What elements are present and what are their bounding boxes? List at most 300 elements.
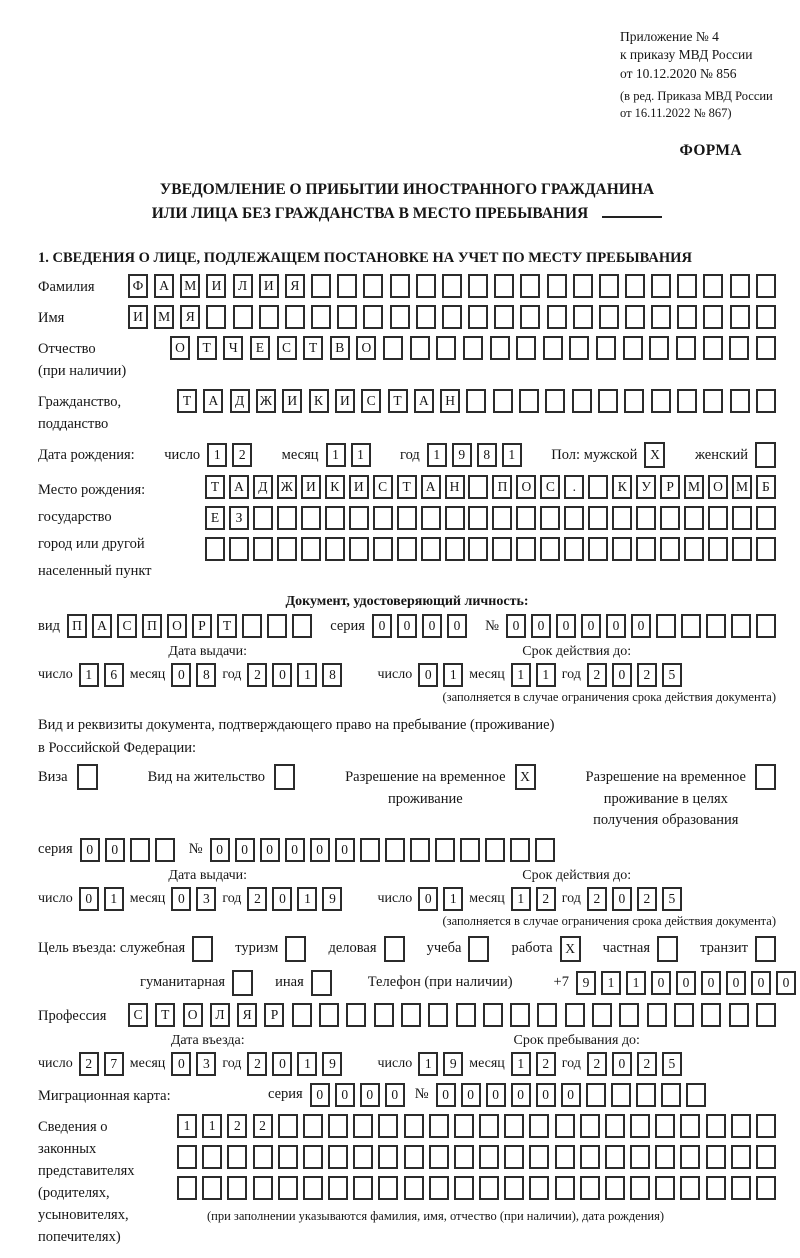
char-box[interactable] (625, 305, 645, 329)
char-box[interactable]: А (421, 475, 441, 499)
char-box[interactable]: 2 (247, 887, 267, 911)
char-box[interactable] (598, 389, 618, 413)
char-box[interactable]: Т (397, 475, 417, 499)
char-box[interactable]: Я (237, 1003, 257, 1027)
char-box[interactable] (390, 305, 410, 329)
char-box[interactable] (397, 506, 417, 530)
char-box[interactable]: 3 (196, 1052, 216, 1076)
char-box[interactable]: 2 (79, 1052, 99, 1076)
char-box[interactable] (676, 336, 696, 360)
char-box[interactable]: Т (205, 475, 225, 499)
char-box[interactable]: О (183, 1003, 203, 1027)
char-box[interactable]: 0 (272, 663, 292, 687)
char-box[interactable] (545, 389, 565, 413)
char-box[interactable] (756, 1176, 776, 1200)
char-box[interactable] (565, 1003, 585, 1027)
char-box[interactable]: В (330, 336, 350, 360)
char-box[interactable]: 1 (626, 971, 646, 995)
char-box[interactable]: Д (253, 475, 273, 499)
char-box[interactable] (353, 1145, 373, 1169)
char-box[interactable]: М (684, 475, 704, 499)
char-box[interactable] (630, 1176, 650, 1200)
char-box[interactable]: З (229, 506, 249, 530)
char-box[interactable] (510, 1003, 530, 1027)
gender-male-checkbox[interactable]: X (644, 442, 665, 468)
char-box[interactable]: А (154, 274, 174, 298)
char-box[interactable] (454, 1114, 474, 1138)
char-box[interactable]: 1 (104, 887, 124, 911)
purpose-tourism-checkbox[interactable] (285, 936, 306, 962)
char-box[interactable]: А (203, 389, 223, 413)
char-box[interactable]: О (708, 475, 728, 499)
char-box[interactable] (529, 1145, 549, 1169)
char-box[interactable] (479, 1145, 499, 1169)
char-box[interactable]: Ж (277, 475, 297, 499)
char-box[interactable] (520, 274, 540, 298)
char-box[interactable] (636, 506, 656, 530)
char-box[interactable] (655, 1145, 675, 1169)
char-box[interactable] (547, 274, 567, 298)
char-box[interactable] (655, 1114, 675, 1138)
char-box[interactable]: 8 (196, 663, 216, 687)
char-box[interactable]: 0 (612, 663, 632, 687)
char-box[interactable]: М (732, 475, 752, 499)
char-box[interactable] (543, 336, 563, 360)
char-box[interactable] (612, 537, 632, 561)
char-box[interactable] (580, 1176, 600, 1200)
char-box[interactable] (730, 274, 750, 298)
char-box[interactable]: 5 (662, 887, 682, 911)
char-box[interactable] (325, 506, 345, 530)
char-box[interactable]: 0 (776, 971, 796, 995)
char-box[interactable]: 3 (196, 887, 216, 911)
char-box[interactable] (404, 1114, 424, 1138)
char-box[interactable]: Ж (256, 389, 276, 413)
char-box[interactable] (660, 537, 680, 561)
char-box[interactable] (651, 305, 671, 329)
char-box[interactable] (479, 1114, 499, 1138)
char-box[interactable] (537, 1003, 557, 1027)
char-box[interactable] (555, 1114, 575, 1138)
char-box[interactable]: 0 (385, 1083, 405, 1107)
char-box[interactable] (404, 1176, 424, 1200)
char-box[interactable]: 1 (427, 443, 447, 467)
char-box[interactable] (731, 614, 751, 638)
char-box[interactable] (516, 537, 536, 561)
purpose-business-checkbox[interactable] (384, 936, 405, 962)
char-box[interactable] (454, 1176, 474, 1200)
char-box[interactable]: Л (210, 1003, 230, 1027)
char-box[interactable] (756, 537, 776, 561)
char-box[interactable] (504, 1176, 524, 1200)
char-box[interactable] (492, 506, 512, 530)
char-box[interactable] (588, 537, 608, 561)
purpose-private-checkbox[interactable] (657, 936, 678, 962)
char-box[interactable]: 0 (235, 838, 255, 862)
char-box[interactable] (516, 336, 536, 360)
char-box[interactable]: 0 (335, 1083, 355, 1107)
char-box[interactable] (202, 1145, 222, 1169)
char-box[interactable]: 7 (104, 1052, 124, 1076)
char-box[interactable] (756, 274, 776, 298)
char-box[interactable] (599, 274, 619, 298)
char-box[interactable] (636, 537, 656, 561)
char-box[interactable] (311, 274, 331, 298)
char-box[interactable]: Я (180, 305, 200, 329)
char-box[interactable]: С (540, 475, 560, 499)
char-box[interactable]: 9 (443, 1052, 463, 1076)
char-box[interactable] (660, 506, 680, 530)
char-box[interactable] (684, 506, 704, 530)
char-box[interactable]: И (128, 305, 148, 329)
char-box[interactable] (540, 506, 560, 530)
char-box[interactable] (703, 305, 723, 329)
char-box[interactable] (421, 506, 441, 530)
char-box[interactable] (303, 1145, 323, 1169)
purpose-work-checkbox[interactable]: X (560, 936, 581, 962)
char-box[interactable]: 0 (751, 971, 771, 995)
char-box[interactable]: 2 (637, 663, 657, 687)
char-box[interactable] (494, 305, 514, 329)
char-box[interactable]: И (259, 274, 279, 298)
char-box[interactable] (677, 305, 697, 329)
char-box[interactable]: 0 (260, 838, 280, 862)
char-box[interactable] (383, 336, 403, 360)
char-box[interactable]: 8 (477, 443, 497, 467)
char-box[interactable] (656, 614, 676, 638)
char-box[interactable] (416, 274, 436, 298)
char-box[interactable] (701, 1003, 721, 1027)
char-box[interactable]: Я (285, 274, 305, 298)
char-box[interactable]: 1 (79, 663, 99, 687)
char-box[interactable] (493, 389, 513, 413)
char-box[interactable] (416, 305, 436, 329)
char-box[interactable]: Т (303, 336, 323, 360)
char-box[interactable] (706, 614, 726, 638)
char-box[interactable]: Д (230, 389, 250, 413)
char-box[interactable]: С (361, 389, 381, 413)
char-box[interactable]: Р (660, 475, 680, 499)
char-box[interactable] (421, 537, 441, 561)
char-box[interactable] (353, 1114, 373, 1138)
char-box[interactable] (756, 1145, 776, 1169)
char-box[interactable] (684, 537, 704, 561)
char-box[interactable]: 0 (511, 1083, 531, 1107)
char-box[interactable]: 0 (310, 838, 330, 862)
char-box[interactable] (378, 1114, 398, 1138)
char-box[interactable] (325, 537, 345, 561)
char-box[interactable]: М (180, 274, 200, 298)
visa-checkbox[interactable] (77, 764, 98, 790)
char-box[interactable] (636, 1083, 656, 1107)
char-box[interactable] (703, 274, 723, 298)
char-box[interactable] (564, 506, 584, 530)
char-box[interactable] (572, 389, 592, 413)
char-box[interactable]: А (414, 389, 434, 413)
char-box[interactable] (463, 336, 483, 360)
char-box[interactable]: Н (440, 389, 460, 413)
char-box[interactable]: С (128, 1003, 148, 1027)
char-box[interactable] (706, 1176, 726, 1200)
char-box[interactable]: И (206, 274, 226, 298)
char-box[interactable] (630, 1114, 650, 1138)
char-box[interactable]: Т (155, 1003, 175, 1027)
char-box[interactable] (520, 305, 540, 329)
char-box[interactable]: С (373, 475, 393, 499)
char-box[interactable]: К (325, 475, 345, 499)
char-box[interactable] (337, 274, 357, 298)
char-box[interactable] (686, 1083, 706, 1107)
char-box[interactable] (588, 506, 608, 530)
char-box[interactable]: 1 (511, 663, 531, 687)
char-box[interactable]: 0 (335, 838, 355, 862)
char-box[interactable] (301, 506, 321, 530)
char-box[interactable]: 1 (511, 1052, 531, 1076)
char-box[interactable] (292, 614, 312, 638)
char-box[interactable] (429, 1114, 449, 1138)
char-box[interactable]: 9 (322, 1052, 342, 1076)
char-box[interactable] (623, 336, 643, 360)
char-box[interactable]: Т (217, 614, 237, 638)
char-box[interactable]: 1 (511, 887, 531, 911)
char-box[interactable]: . (564, 475, 584, 499)
char-box[interactable] (729, 1003, 749, 1027)
char-box[interactable]: 2 (247, 663, 267, 687)
char-box[interactable] (397, 537, 417, 561)
char-box[interactable] (253, 537, 273, 561)
char-box[interactable]: 2 (232, 443, 252, 467)
char-box[interactable] (504, 1145, 524, 1169)
char-box[interactable] (661, 1083, 681, 1107)
char-box[interactable]: 8 (322, 663, 342, 687)
char-box[interactable] (680, 1114, 700, 1138)
char-box[interactable] (730, 389, 750, 413)
char-box[interactable] (410, 336, 430, 360)
char-box[interactable]: О (167, 614, 187, 638)
char-box[interactable]: 0 (418, 663, 438, 687)
char-box[interactable]: 0 (581, 614, 601, 638)
char-box[interactable] (445, 537, 465, 561)
char-box[interactable] (605, 1114, 625, 1138)
char-box[interactable] (519, 389, 539, 413)
char-box[interactable] (285, 305, 305, 329)
char-box[interactable] (586, 1083, 606, 1107)
char-box[interactable] (731, 1114, 751, 1138)
char-box[interactable]: У (636, 475, 656, 499)
char-box[interactable]: 0 (310, 1083, 330, 1107)
char-box[interactable] (580, 1114, 600, 1138)
char-box[interactable] (681, 614, 701, 638)
char-box[interactable]: Р (264, 1003, 284, 1027)
char-box[interactable] (573, 305, 593, 329)
char-box[interactable] (468, 506, 488, 530)
char-box[interactable]: 2 (587, 663, 607, 687)
char-box[interactable] (468, 305, 488, 329)
char-box[interactable]: 2 (253, 1114, 273, 1138)
char-box[interactable] (227, 1145, 247, 1169)
char-box[interactable]: О (356, 336, 376, 360)
char-box[interactable]: Ф (128, 274, 148, 298)
char-box[interactable] (301, 537, 321, 561)
char-box[interactable] (630, 1145, 650, 1169)
char-box[interactable] (510, 838, 530, 862)
char-box[interactable] (435, 838, 455, 862)
char-box[interactable]: Т (177, 389, 197, 413)
char-box[interactable]: П (492, 475, 512, 499)
char-box[interactable]: М (154, 305, 174, 329)
char-box[interactable]: К (612, 475, 632, 499)
char-box[interactable] (328, 1145, 348, 1169)
char-box[interactable] (588, 475, 608, 499)
char-box[interactable]: 0 (676, 971, 696, 995)
char-box[interactable] (349, 537, 369, 561)
char-box[interactable] (468, 537, 488, 561)
char-box[interactable] (605, 1145, 625, 1169)
char-box[interactable]: 1 (202, 1114, 222, 1138)
char-box[interactable]: 0 (561, 1083, 581, 1107)
char-box[interactable]: 0 (360, 1083, 380, 1107)
char-box[interactable]: 0 (612, 1052, 632, 1076)
char-box[interactable] (555, 1145, 575, 1169)
char-box[interactable] (363, 274, 383, 298)
char-box[interactable] (410, 838, 430, 862)
char-box[interactable] (708, 537, 728, 561)
char-box[interactable]: 1 (443, 663, 463, 687)
char-box[interactable]: 0 (171, 887, 191, 911)
char-box[interactable] (731, 1145, 751, 1169)
char-box[interactable] (680, 1176, 700, 1200)
char-box[interactable] (756, 1114, 776, 1138)
char-box[interactable] (155, 838, 175, 862)
char-box[interactable]: 1 (502, 443, 522, 467)
char-box[interactable]: О (516, 475, 536, 499)
char-box[interactable] (303, 1176, 323, 1200)
char-box[interactable]: 1 (601, 971, 621, 995)
char-box[interactable] (468, 475, 488, 499)
char-box[interactable] (479, 1176, 499, 1200)
char-box[interactable]: 1 (326, 443, 346, 467)
char-box[interactable]: К (309, 389, 329, 413)
char-box[interactable] (596, 336, 616, 360)
char-box[interactable]: 2 (587, 1052, 607, 1076)
residence-permit-checkbox[interactable] (274, 764, 295, 790)
char-box[interactable] (655, 1176, 675, 1200)
char-box[interactable] (328, 1114, 348, 1138)
char-box[interactable] (429, 1176, 449, 1200)
char-box[interactable]: С (117, 614, 137, 638)
char-box[interactable] (651, 389, 671, 413)
char-box[interactable] (303, 1114, 323, 1138)
edu-permit-checkbox[interactable] (755, 764, 776, 790)
char-box[interactable]: 0 (372, 614, 392, 638)
char-box[interactable] (278, 1145, 298, 1169)
char-box[interactable] (619, 1003, 639, 1027)
char-box[interactable] (677, 389, 697, 413)
char-box[interactable] (456, 1003, 476, 1027)
char-box[interactable]: 0 (631, 614, 651, 638)
char-box[interactable] (442, 274, 462, 298)
char-box[interactable] (605, 1176, 625, 1200)
char-box[interactable] (703, 389, 723, 413)
char-box[interactable] (363, 305, 383, 329)
char-box[interactable] (278, 1114, 298, 1138)
char-box[interactable]: 0 (506, 614, 526, 638)
char-box[interactable]: И (301, 475, 321, 499)
char-box[interactable] (485, 838, 505, 862)
char-box[interactable]: 2 (536, 1052, 556, 1076)
char-box[interactable]: 1 (443, 887, 463, 911)
char-box[interactable] (454, 1145, 474, 1169)
char-box[interactable] (337, 305, 357, 329)
char-box[interactable]: Е (205, 506, 225, 530)
char-box[interactable] (373, 506, 393, 530)
char-box[interactable] (374, 1003, 394, 1027)
char-box[interactable] (516, 506, 536, 530)
char-box[interactable]: П (67, 614, 87, 638)
char-box[interactable] (612, 506, 632, 530)
char-box[interactable] (229, 537, 249, 561)
char-box[interactable] (756, 614, 776, 638)
char-box[interactable]: 0 (701, 971, 721, 995)
char-box[interactable] (253, 506, 273, 530)
char-box[interactable]: 1 (297, 887, 317, 911)
char-box[interactable]: 0 (397, 614, 417, 638)
char-box[interactable]: 1 (297, 663, 317, 687)
char-box[interactable]: С (277, 336, 297, 360)
char-box[interactable]: 1 (536, 663, 556, 687)
char-box[interactable] (436, 336, 456, 360)
char-box[interactable] (346, 1003, 366, 1027)
char-box[interactable]: А (92, 614, 112, 638)
char-box[interactable] (731, 1176, 751, 1200)
char-box[interactable]: 0 (612, 887, 632, 911)
char-box[interactable] (529, 1176, 549, 1200)
char-box[interactable] (353, 1176, 373, 1200)
char-box[interactable]: О (170, 336, 190, 360)
char-box[interactable]: 0 (422, 614, 442, 638)
char-box[interactable]: Ч (223, 336, 243, 360)
char-box[interactable] (625, 274, 645, 298)
char-box[interactable]: 0 (210, 838, 230, 862)
char-box[interactable]: 0 (531, 614, 551, 638)
char-box[interactable] (278, 1176, 298, 1200)
char-box[interactable] (732, 537, 752, 561)
char-box[interactable] (599, 305, 619, 329)
char-box[interactable]: 0 (436, 1083, 456, 1107)
char-box[interactable] (378, 1145, 398, 1169)
char-box[interactable]: 0 (461, 1083, 481, 1107)
char-box[interactable] (328, 1176, 348, 1200)
char-box[interactable]: 2 (536, 887, 556, 911)
char-box[interactable] (205, 537, 225, 561)
char-box[interactable] (490, 336, 510, 360)
char-box[interactable] (529, 1114, 549, 1138)
char-box[interactable]: 0 (171, 663, 191, 687)
char-box[interactable]: Е (250, 336, 270, 360)
char-box[interactable]: П (142, 614, 162, 638)
char-box[interactable] (732, 506, 752, 530)
char-box[interactable]: 0 (272, 887, 292, 911)
char-box[interactable] (253, 1176, 273, 1200)
char-box[interactable] (378, 1176, 398, 1200)
char-box[interactable]: Т (388, 389, 408, 413)
char-box[interactable] (277, 537, 297, 561)
char-box[interactable] (385, 838, 405, 862)
char-box[interactable] (649, 336, 669, 360)
char-box[interactable]: 9 (452, 443, 472, 467)
char-box[interactable]: 0 (447, 614, 467, 638)
char-box[interactable]: 0 (272, 1052, 292, 1076)
